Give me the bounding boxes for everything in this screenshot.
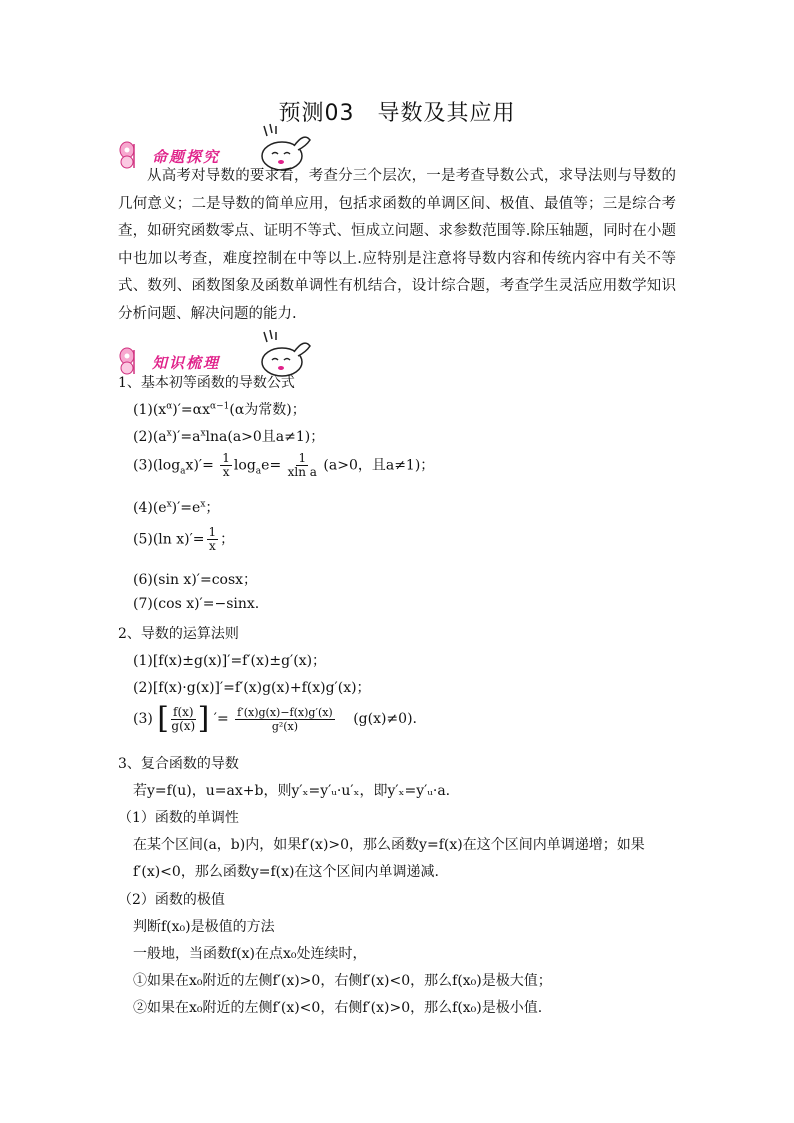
section-label-knowledge: 知识梳理 [152,354,221,372]
subheading-extremum: （2）函数的极值 [118,892,225,908]
extremum-line-2: 一般地，当函数f(x)在点x₀处连续时， [133,946,367,962]
heading-composite: 3、复合函数的导数 [118,756,239,772]
page-title: 预测03 导数及其应用 [278,101,516,126]
subheading-monotonicity: （1）函数的单调性 [118,810,239,826]
formula-2: $(2)(a^x)'=a^x\ln a(a>0$且a≠1)； [133,428,325,445]
formula-1: $(1)(x^\alpha)'=\alpha x^{\alpha-1}(\alpha$为常数)； [133,401,306,418]
extremum-line-1: 判断f(x₀)是极值的方法 [133,919,275,935]
rule-2: (2)[f(x)·g(x)]′=f′(x)g(x)+f(x)g′(x)； [133,680,371,696]
heading-operation-rules: 2、导数的运算法则 [118,626,239,642]
rule-1: (1)[f(x)±g(x)]′=f′(x)±g′(x)； [133,653,327,669]
formula-3: $(3)(\log_ax)'=$ $\frac{1}{x}$ $\log_ae=$ $\frac{1}{\text{xln a}}$ (a>0，且a≠1)； [133,451,435,479]
formula-4: $(4)(e^x)'=e^x$； [133,499,220,516]
formula-5: (5)(ln x)′= $\frac{1}{x}$ ； [133,525,235,553]
formula-6: (6)(sin x)′=cosx； [133,572,258,588]
heading-basic-derivatives: 1、基本初等函数的导数公式 [118,375,295,391]
formula-7: (7)(cos x)′=−sinx. [133,596,260,612]
extremum-line-4: ②如果在x₀附近的左侧f′(x)<0，右侧f′(x)>0，那么f(x₀)是极小值. [133,1000,543,1016]
monotonicity-line-2: f′(x)<0，那么函数y=f(x)在这个区间内单调递减. [133,864,439,880]
monotonicity-line-1: 在某个区间(a，b)内，如果f′(x)>0，那么函数y=f(x)在这个区间内单调递增；如果 [133,837,645,853]
composite-rule: 若y=f(u)，u=ax+b，则y′ₓ=y′ᵤ·u′ₓ，即y′ₓ=y′ᵤ·a. [133,783,451,799]
section-label-proposition: 命题探究 [152,148,221,166]
proposition-paragraph: 从高考对导数的要求看，考查分三个层次，一是考查导数公式，求导法则与导数的几何意义；二是导数的简单应用，包括求函数的单调区间、极值、最值等；三是综合考查，如研究函数零点、证明不等式、恒成立问题、求参数范围等.除压轴题，同时在小题中也加以考查，难度控制在中等以上.应特别是注意将导数内容和传统内容中有关不等式、数列、函数图象及函数单调性有机结合，设计综合题，考查学生灵活应用数学知识分析问题、解决问题的能力. [118,168,676,322]
extremum-line-3: ①如果在x₀附近的左侧f′(x)>0，右侧f′(x)<0，那么f(x₀)是极大值； [133,973,552,989]
rule-3: (3) [ $\frac{f(x)}{g(x)}$ ] ′= $\frac{f'(x)g(x)-f(x)g'(x)}{\text{g²(x)}}$ (g(x)≠0). [133,701,417,736]
